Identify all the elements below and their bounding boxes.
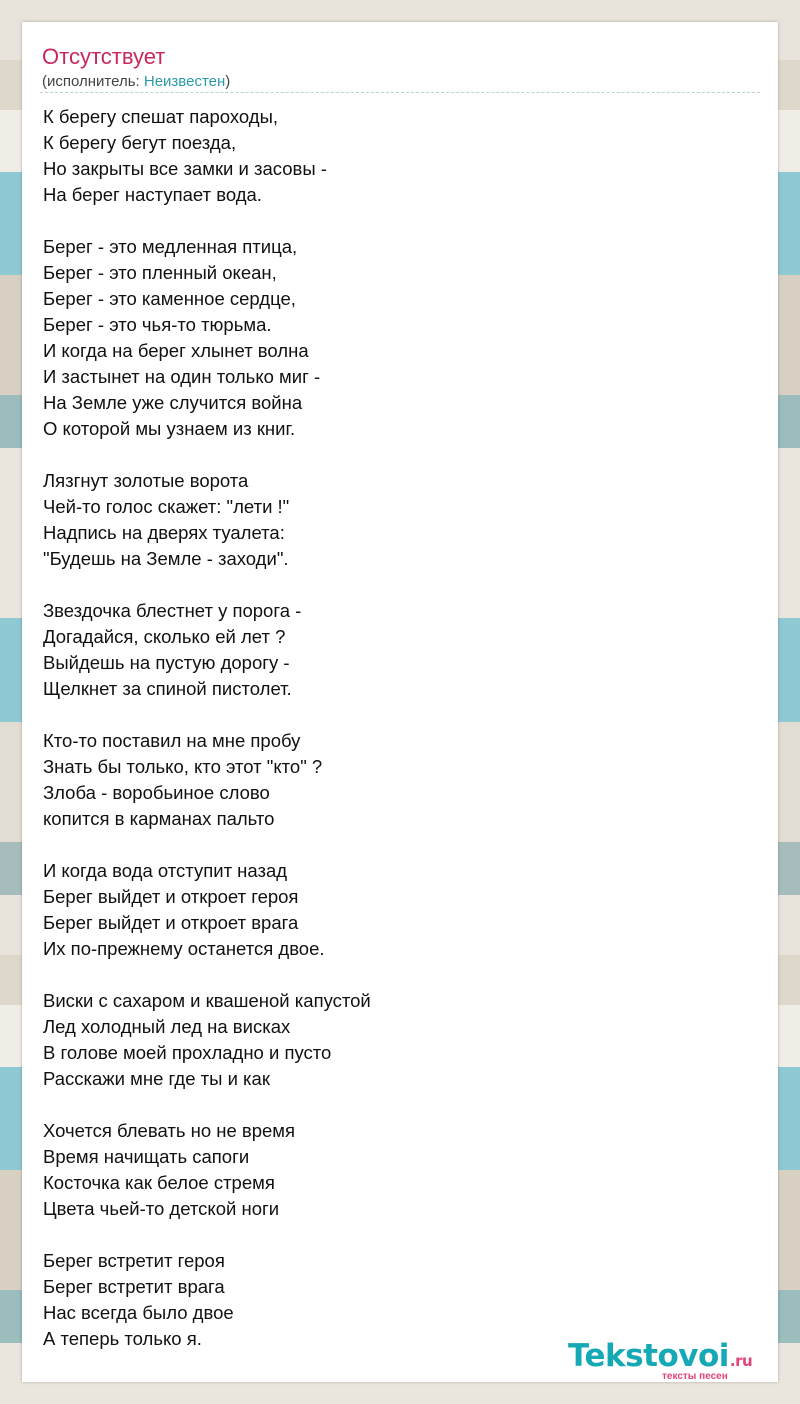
lyric-line: И застынет на один только миг -: [43, 366, 321, 387]
stanza: [43, 1248, 743, 1352]
lyric-line: Цвета чьей-то детской ноги: [43, 1198, 280, 1219]
lyric-line: О которой мы узнаем из книг.: [43, 418, 296, 439]
lyric-line: Знать бы только, кто этот "кто" ?: [43, 756, 323, 777]
lyric-line: К берегу спешат пароходы,: [43, 106, 279, 127]
lyric-line: В голове моей прохладно и пусто: [43, 1042, 332, 1063]
song-title: Отсутствует: [42, 44, 166, 69]
lyric-line: К берегу бегут поезда,: [43, 132, 237, 153]
lyric-line: Кто-то поставил на мне пробу: [43, 730, 301, 751]
lyric-line: На Земле уже случится война: [43, 392, 303, 413]
lyric-line: Хочется блевать но не время: [43, 1120, 296, 1141]
lyric-line: Лед холодный лед на висках: [43, 1016, 291, 1037]
logo-tld: .ru: [729, 1352, 753, 1370]
site-logo[interactable]: [568, 1338, 780, 1382]
lyric-line: Косточка как белое стремя: [43, 1172, 275, 1193]
lyric-line: Берег - это каменное сердце,: [43, 288, 296, 309]
lyric-line: Догадайся, сколько ей лет ?: [43, 626, 286, 647]
lyric-line: Нас всегда было двое: [43, 1302, 234, 1323]
lyric-line: Их по-прежнему останется двое.: [43, 938, 325, 959]
lyric-line: Злоба - воробьиное слово: [43, 782, 270, 803]
lyric-line: И когда на берег хлынет волна: [43, 340, 309, 361]
artist-link[interactable]: Неизвестен: [143, 73, 226, 90]
lyric-line: Берег - это пленный океан,: [43, 262, 277, 283]
logo-subtitle: тексты песен: [662, 1371, 728, 1382]
artist-suffix: ): [225, 73, 231, 90]
lyric-line: копится в карманах пальто: [43, 808, 275, 829]
lyrics-card: [22, 22, 778, 1382]
artist-line: [42, 72, 230, 92]
logo-main-text: Tekstovoi: [568, 1338, 729, 1374]
artist-prefix: (исполнитель:: [42, 73, 144, 90]
lyric-line: Звездочка блестнет у порога -: [43, 600, 302, 621]
lyric-line: Виски с сахаром и квашеной капустой: [43, 990, 371, 1011]
lyric-line: "Будешь на Земле - заходи".: [43, 548, 289, 569]
lyric-line: На берег наступает вода.: [43, 184, 262, 205]
stanza: [43, 1118, 743, 1222]
lyric-line: Берег выйдет и откроет героя: [43, 886, 299, 907]
stanza: [43, 234, 743, 442]
lyric-line: Берег выйдет и откроет врага: [43, 912, 299, 933]
lyric-line: Берег встретит героя: [43, 1250, 225, 1271]
lyrics-text: [43, 104, 743, 1378]
stanza: [43, 598, 743, 702]
lyric-line: Выйдешь на пустую дорогу -: [43, 652, 290, 673]
lyric-line: Чей-то голос скажет: "лети !": [43, 496, 290, 517]
lyric-line: Но закрыты все замки и засовы -: [43, 158, 327, 179]
stanza: [43, 104, 743, 208]
lyric-line: Лязгнут золотые ворота: [43, 470, 249, 491]
lyric-line: А теперь только я.: [43, 1328, 202, 1349]
lyric-line: И когда вода отступит назад: [43, 860, 288, 881]
lyric-line: Берег - это медленная птица,: [43, 236, 298, 257]
lyric-line: Расскажи мне где ты и как: [43, 1068, 270, 1089]
stanza: [43, 728, 743, 832]
lyric-line: Время начищать сапоги: [43, 1146, 250, 1167]
lyric-line: Берег - это чья-то тюрьма.: [43, 314, 272, 335]
stanza: [43, 468, 743, 572]
lyric-line: Берег встретит врага: [43, 1276, 225, 1297]
lyric-line: Щелкнет за спиной пистолет.: [43, 678, 292, 699]
lyric-line: Надпись на дверях туалета:: [43, 522, 285, 543]
stanza: [43, 858, 743, 962]
title-divider: [40, 92, 760, 93]
stanza: [43, 988, 743, 1092]
